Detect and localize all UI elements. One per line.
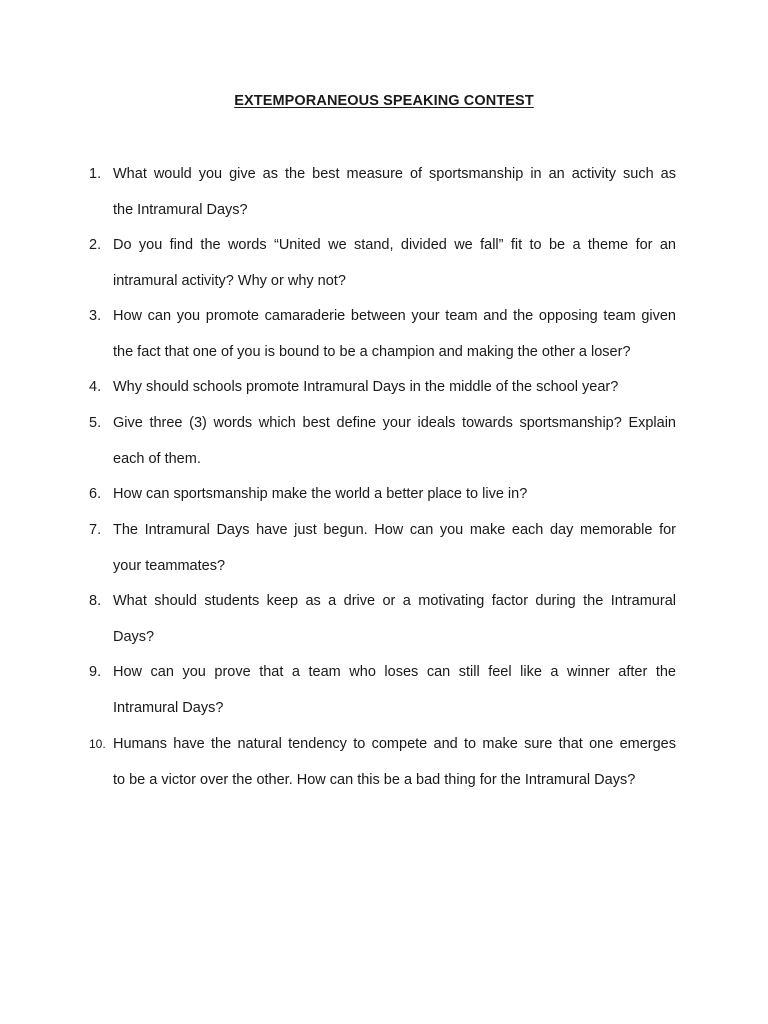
question-line: intramural activity? Why or why not? xyxy=(113,273,346,289)
question-line: your teammates? xyxy=(113,558,226,574)
question-line: Humans have the natural tendency to compete and to make sure that one emerges xyxy=(113,736,676,752)
question-text xyxy=(113,726,676,798)
question-number: 5. xyxy=(89,415,102,431)
question-line: Days? xyxy=(113,629,155,645)
question-number: 6. xyxy=(89,486,102,502)
question-number: 9. xyxy=(89,664,102,680)
question-line: the fact that one of you is bound to be a champion and making the other a loser? xyxy=(113,344,631,360)
question-line: Why should schools promote Intramural Days in the middle of the school year? xyxy=(113,379,619,395)
question-line: each of them. xyxy=(113,451,201,467)
question-number: 4. xyxy=(89,379,102,395)
question-number: 10. xyxy=(89,737,106,751)
question-text xyxy=(113,227,676,299)
question-line: to be a victor over the other. How can this be a bad thing for the Intramural Days? xyxy=(113,772,636,788)
question-line: Intramural Days? xyxy=(113,700,224,716)
question-line: How can you prove that a team who loses can still feel like a winner after the xyxy=(113,664,676,680)
question-text xyxy=(113,654,676,726)
question-text xyxy=(113,476,676,512)
question-line: What should students keep as a drive or a motivating factor during the Intramural xyxy=(113,593,676,609)
question-text xyxy=(113,583,676,655)
question-number: 7. xyxy=(89,522,102,538)
question-text xyxy=(113,405,676,477)
document-title: EXTEMPORANEOUS SPEAKING CONTEST xyxy=(234,93,534,109)
question-line: How can you promote camaraderie between your team and the opposing team given xyxy=(113,308,676,324)
question-number: 1. xyxy=(89,166,102,182)
question-text xyxy=(113,512,676,584)
question-line: the Intramural Days? xyxy=(113,202,248,218)
question-number: 2. xyxy=(89,237,102,253)
question-line: Do you find the words “United we stand, divided we fall” fit to be a theme for an xyxy=(113,237,676,253)
question-line: Give three (3) words which best define your ideals towards sportsmanship? Explain xyxy=(113,415,676,431)
question-text xyxy=(113,298,676,370)
question-text xyxy=(113,156,676,228)
question-text xyxy=(113,369,676,405)
question-line: The Intramural Days have just begun. How can you make each day memorable for xyxy=(113,522,676,538)
question-line: How can sportsmanship make the world a better place to live in? xyxy=(113,486,528,502)
question-line: What would you give as the best measure of sportsmanship in an activity such as xyxy=(113,166,676,182)
question-number: 3. xyxy=(89,308,102,324)
question-number: 8. xyxy=(89,593,102,609)
